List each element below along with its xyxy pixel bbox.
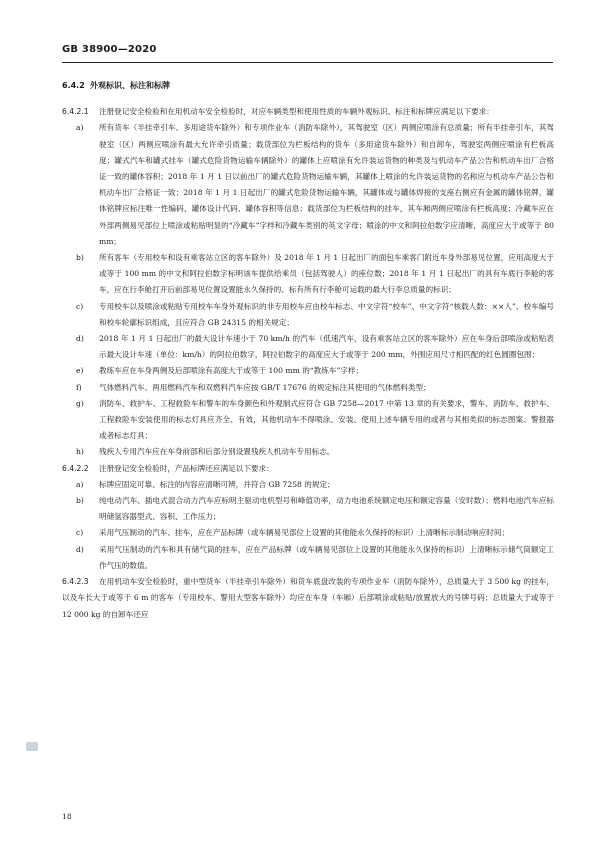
list-item bbox=[62, 363, 554, 379]
clause-6-4-2-1 bbox=[62, 104, 554, 120]
header-divider bbox=[62, 62, 553, 63]
section-title: 外观标识、标注和标牌 bbox=[90, 81, 170, 90]
item-marker: c) bbox=[76, 301, 84, 311]
list-item bbox=[62, 380, 554, 396]
page-number: 18 bbox=[62, 812, 72, 821]
item-text: 2018 年 1 月 1 日起出厂的最大设计车速小于 70 km/h 的汽车（低速汽车，设有乘客站立区的客车除外）应在车身后部喷涂或粘贴表示最大设计车速（单位：km/h）的阿拉伯数字，阿拉伯数字的高度应大于或等于 200 mm，外围应用尺寸相匹配的红色圆圈包围； bbox=[99, 334, 554, 360]
clause-6-4-2-1-items bbox=[62, 120, 554, 460]
item-text: 标牌应固定可靠、标注的内容应清晰可辨，并符合 GB 7258 的规定； bbox=[99, 479, 335, 489]
side-tab-marker bbox=[26, 742, 38, 751]
item-marker: d) bbox=[76, 334, 84, 344]
list-item bbox=[62, 542, 554, 574]
clause-6-4-2-2-items bbox=[62, 477, 554, 574]
item-text: 气体燃料汽车、两用燃料汽车和双燃料汽车应按 GB/T 17676 的规定标注其使用的气体燃料类型； bbox=[99, 382, 431, 392]
list-item bbox=[62, 444, 554, 460]
item-text: 消防车、救护车、工程救险车和警车的车身颜色和外观制式应符合 GB 7258—2017 中第 13 章的有关要求，警车、消防车、救护车、工程救险车安装使用的标志灯具应齐全、有效，其他机动车不得喷涂、安装、使用上述车辆专用的或者与其相类似的标志图案、警报器或者标志灯具； bbox=[99, 398, 554, 441]
clause-6-4-2-2 bbox=[62, 461, 554, 477]
item-marker: h) bbox=[76, 447, 84, 457]
item-text: 纯电动汽车、插电式混合动力汽车应标明主驱动电机型号和峰值功率，动力电池系统额定电压和额定容量（安时数）；燃料电池汽车应标明储氢容器型式、容积、工作压力； bbox=[99, 496, 554, 522]
list-item bbox=[62, 299, 554, 331]
item-marker: c) bbox=[76, 528, 84, 538]
item-text: 专用校车以及喷涂或粘贴专用校车车身外观标识的非专用校车应由校车标志、中文字符“校车”、中文字符“核载人数：××人”、校车编号和校车轮廓标识组成，且应符合 GB 24315 的相关规定； bbox=[99, 301, 554, 327]
item-marker: a) bbox=[76, 123, 84, 133]
list-item bbox=[62, 477, 554, 493]
item-marker: e) bbox=[76, 366, 84, 376]
item-marker: a) bbox=[76, 479, 84, 489]
document-body bbox=[62, 78, 554, 623]
standard-number: GB 38900—2020 bbox=[62, 44, 157, 55]
item-text: 采用气压制动的汽车和具有储气筒的挂车，应在产品标牌（或车辆易见部位上设置的其他能永久保持的标识）上清晰标示储气筒额定工作气压的数值。 bbox=[99, 544, 554, 570]
section-number: 6.4.2 bbox=[62, 81, 85, 90]
item-text: 教练车应在车身两侧及后部喷涂有高度大于或等于 100 mm 的“教练车”字样； bbox=[99, 366, 364, 376]
clause-6-4-2-3 bbox=[62, 574, 554, 623]
item-marker: d) bbox=[76, 544, 84, 554]
list-item bbox=[62, 250, 554, 299]
list-item bbox=[62, 525, 554, 541]
item-text: 采用气压制动的汽车、挂车，应在产品标牌（或车辆易见部位上设置的其他能永久保持的标识）上清晰标示制动响应时间； bbox=[99, 528, 510, 538]
item-marker: b) bbox=[76, 253, 84, 263]
list-item bbox=[62, 120, 554, 250]
item-marker: b) bbox=[76, 496, 84, 506]
clause-text: 在用机动车安全检验时，重中型货车（半挂牵引车除外）和货车底盘改装的专项作业车（消防车除外），总质量大于 3 500 kg 的挂车，以及车长大于或等于 6 m 的客车（专用校车、警用大型客车除外）均应在车身（车厢）后部喷涂或粘贴/放置放大的号牌号码；总质量大于或等于 12 000 kg 的自卸车还应 bbox=[62, 577, 554, 619]
clause-intro: 注册登记安全检验时，产品标牌还应满足以下要求： bbox=[99, 463, 274, 473]
list-item bbox=[62, 331, 554, 363]
item-marker: g) bbox=[76, 398, 84, 408]
item-text: 残疾人专用汽车应在车身前部和后部分别设置残疾人机动车专用标志。 bbox=[99, 447, 335, 457]
item-text: 所有客车（专用校车和设有乘客站立区的客车除外）及 2018 年 1 月 1 日起出厂的面包车乘客门附近车身外部易见位置，应用高度大于或等于 100 mm 的中文和阿拉伯数字标明该车提供给乘员（包括驾驶人）的座位数；2018 年 1 月 1 日起出厂的具有车底行李舱的客车，应在行李舱打开后前部易见位置设置能永久保持的、标有所有行李舱可运载的最大行李总质量的标识； bbox=[99, 253, 554, 295]
clause-number: 6.4.2.2 bbox=[62, 463, 89, 473]
clause-number: 6.4.2.3 bbox=[62, 577, 89, 587]
item-text: 所有货车（半挂牵引车、多用途货车除外）和专项作业车（消防车除外），其驾驶室（区）两侧应喷涂有总质量；所有半挂牵引车，其驾驶室（区）两侧应喷涂有最大允许牵引质量；载货部位为栏板结构的货车（多用途货车除外）和自卸车，驾驶室两侧应喷涂有栏板高度；罐式汽车和罐式挂车（罐式危险货物运输车辆除外）的罐体上应喷涂有允许装运货物的种类及与机动车产品公告和机动车出厂合格证一致的罐体容积；2018 年 1 月 1 日以前出厂的罐式危险货物运输车辆，其罐体上喷涂的允许装运货物的名称应与机动车产品公告和机动车出厂合格证一致；2018 年 1 月 1 日起出厂的罐式危险货物运输车辆，其罐体或与罐体焊接的支座右侧应有金属的罐体铭牌，罐体铭牌应标注唯一性编码、罐体设计代码、罐体容积等信息；载货部位为栏板结构的挂车，其车厢两侧应喷涂有栏板高度；冷藏车应在外部两侧易见部位上喷涂或粘贴明显的“冷藏车”字样和冷藏车类别的英文字母；喷涂的中文和阿拉伯数字应清晰，高度应大于或等于 80 mm； bbox=[99, 123, 554, 246]
section-heading bbox=[62, 78, 554, 94]
clause-number: 6.4.2.1 bbox=[62, 107, 89, 117]
list-item bbox=[62, 493, 554, 525]
clause-intro: 注册登记安全检验和在用机动车安全检验时，对应车辆类型和使用性质的车辆外观标识、标注和标牌应满足以下要求： bbox=[99, 107, 494, 117]
list-item bbox=[62, 396, 554, 445]
item-marker: f) bbox=[76, 382, 82, 392]
